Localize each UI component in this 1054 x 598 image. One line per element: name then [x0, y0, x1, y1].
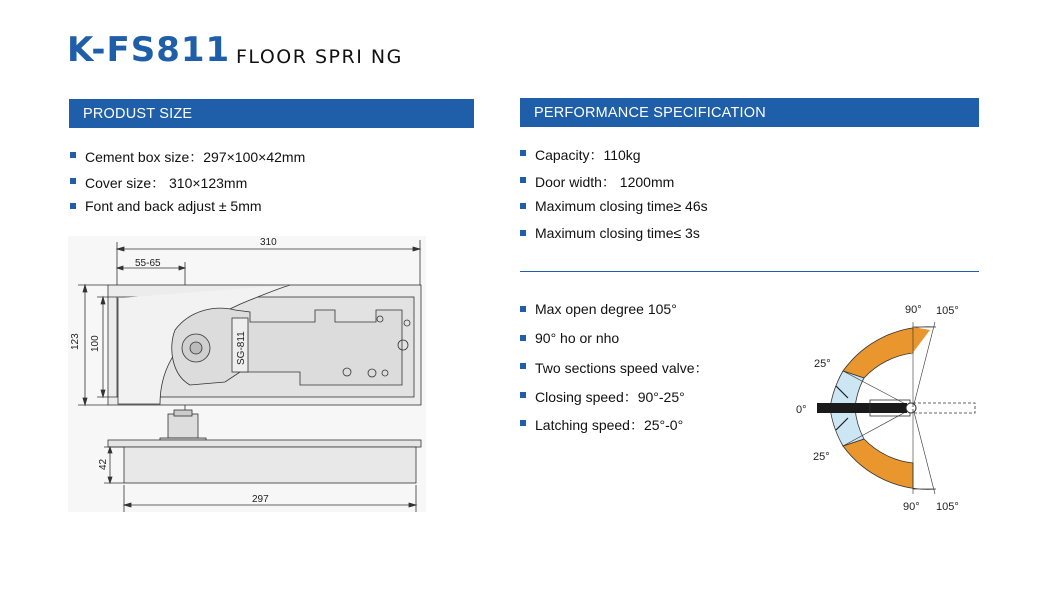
- dim-297-label: 297: [252, 494, 269, 505]
- performance-list: [520, 145, 708, 251]
- list-item: Max open degree 105°: [520, 301, 709, 330]
- floor-spring-dimension-drawing: [60, 228, 430, 518]
- list-item: Door width： 1200mm: [520, 172, 708, 199]
- list-item: Maximum closing time≥ 46s: [520, 198, 708, 225]
- section-divider: [520, 271, 979, 272]
- square-bullet-icon: [520, 177, 526, 183]
- square-bullet-icon: [70, 203, 76, 209]
- angle-25-lower: 25°: [813, 451, 830, 463]
- list-item: Cement box size：297×100×42mm: [70, 147, 305, 173]
- angle-0: 0°: [796, 404, 807, 416]
- dim-42-label: 42: [98, 458, 109, 470]
- list-item: Maximum closing time≤ 3s: [520, 225, 708, 252]
- speed-feature-list: [520, 301, 709, 444]
- square-bullet-icon: [520, 150, 526, 156]
- list-item: Capacity：110kg: [520, 145, 708, 172]
- opening-angle-diagram: [780, 290, 990, 520]
- angle-105-top: 105°: [936, 305, 959, 317]
- angle-90-bottom: 90°: [903, 501, 920, 513]
- plate-model-text: SG-811: [236, 331, 247, 365]
- list-item: 90° ho or nho: [520, 330, 709, 359]
- square-bullet-icon: [520, 363, 526, 369]
- square-bullet-icon: [70, 152, 76, 158]
- square-bullet-icon: [70, 178, 76, 184]
- square-bullet-icon: [520, 230, 526, 236]
- dim-55-65-label: 55-65: [135, 258, 161, 269]
- square-bullet-icon: [520, 392, 526, 398]
- dim-100-label: 100: [90, 335, 101, 352]
- product-size-list: [70, 147, 305, 224]
- product-size-heading: PRODUST SIZE: [69, 99, 474, 128]
- angle-105-bottom: 105°: [936, 501, 959, 513]
- dim-123-label: 123: [70, 333, 81, 350]
- list-item: Closing speed：90°-25°: [520, 387, 709, 416]
- list-item: Two sections speed valve：: [520, 358, 709, 387]
- square-bullet-icon: [520, 203, 526, 209]
- model-title: K-FS811: [67, 30, 231, 70]
- angle-25-upper: 25°: [814, 358, 831, 370]
- list-item: Cover size： 310×123mm: [70, 173, 305, 199]
- square-bullet-icon: [520, 306, 526, 312]
- square-bullet-icon: [520, 335, 526, 341]
- square-bullet-icon: [520, 420, 526, 426]
- list-item: Latching speed：25°-0°: [520, 415, 709, 444]
- dim-310-label: 310: [260, 237, 277, 248]
- product-subtitle: FLOOR SPRI NG: [236, 46, 403, 68]
- performance-heading: PERFORMANCE SPECIFICATION: [520, 98, 979, 127]
- door-panel: [817, 403, 907, 413]
- angle-90-top: 90°: [905, 304, 922, 316]
- list-item: Font and back adjust ± 5mm: [70, 198, 305, 224]
